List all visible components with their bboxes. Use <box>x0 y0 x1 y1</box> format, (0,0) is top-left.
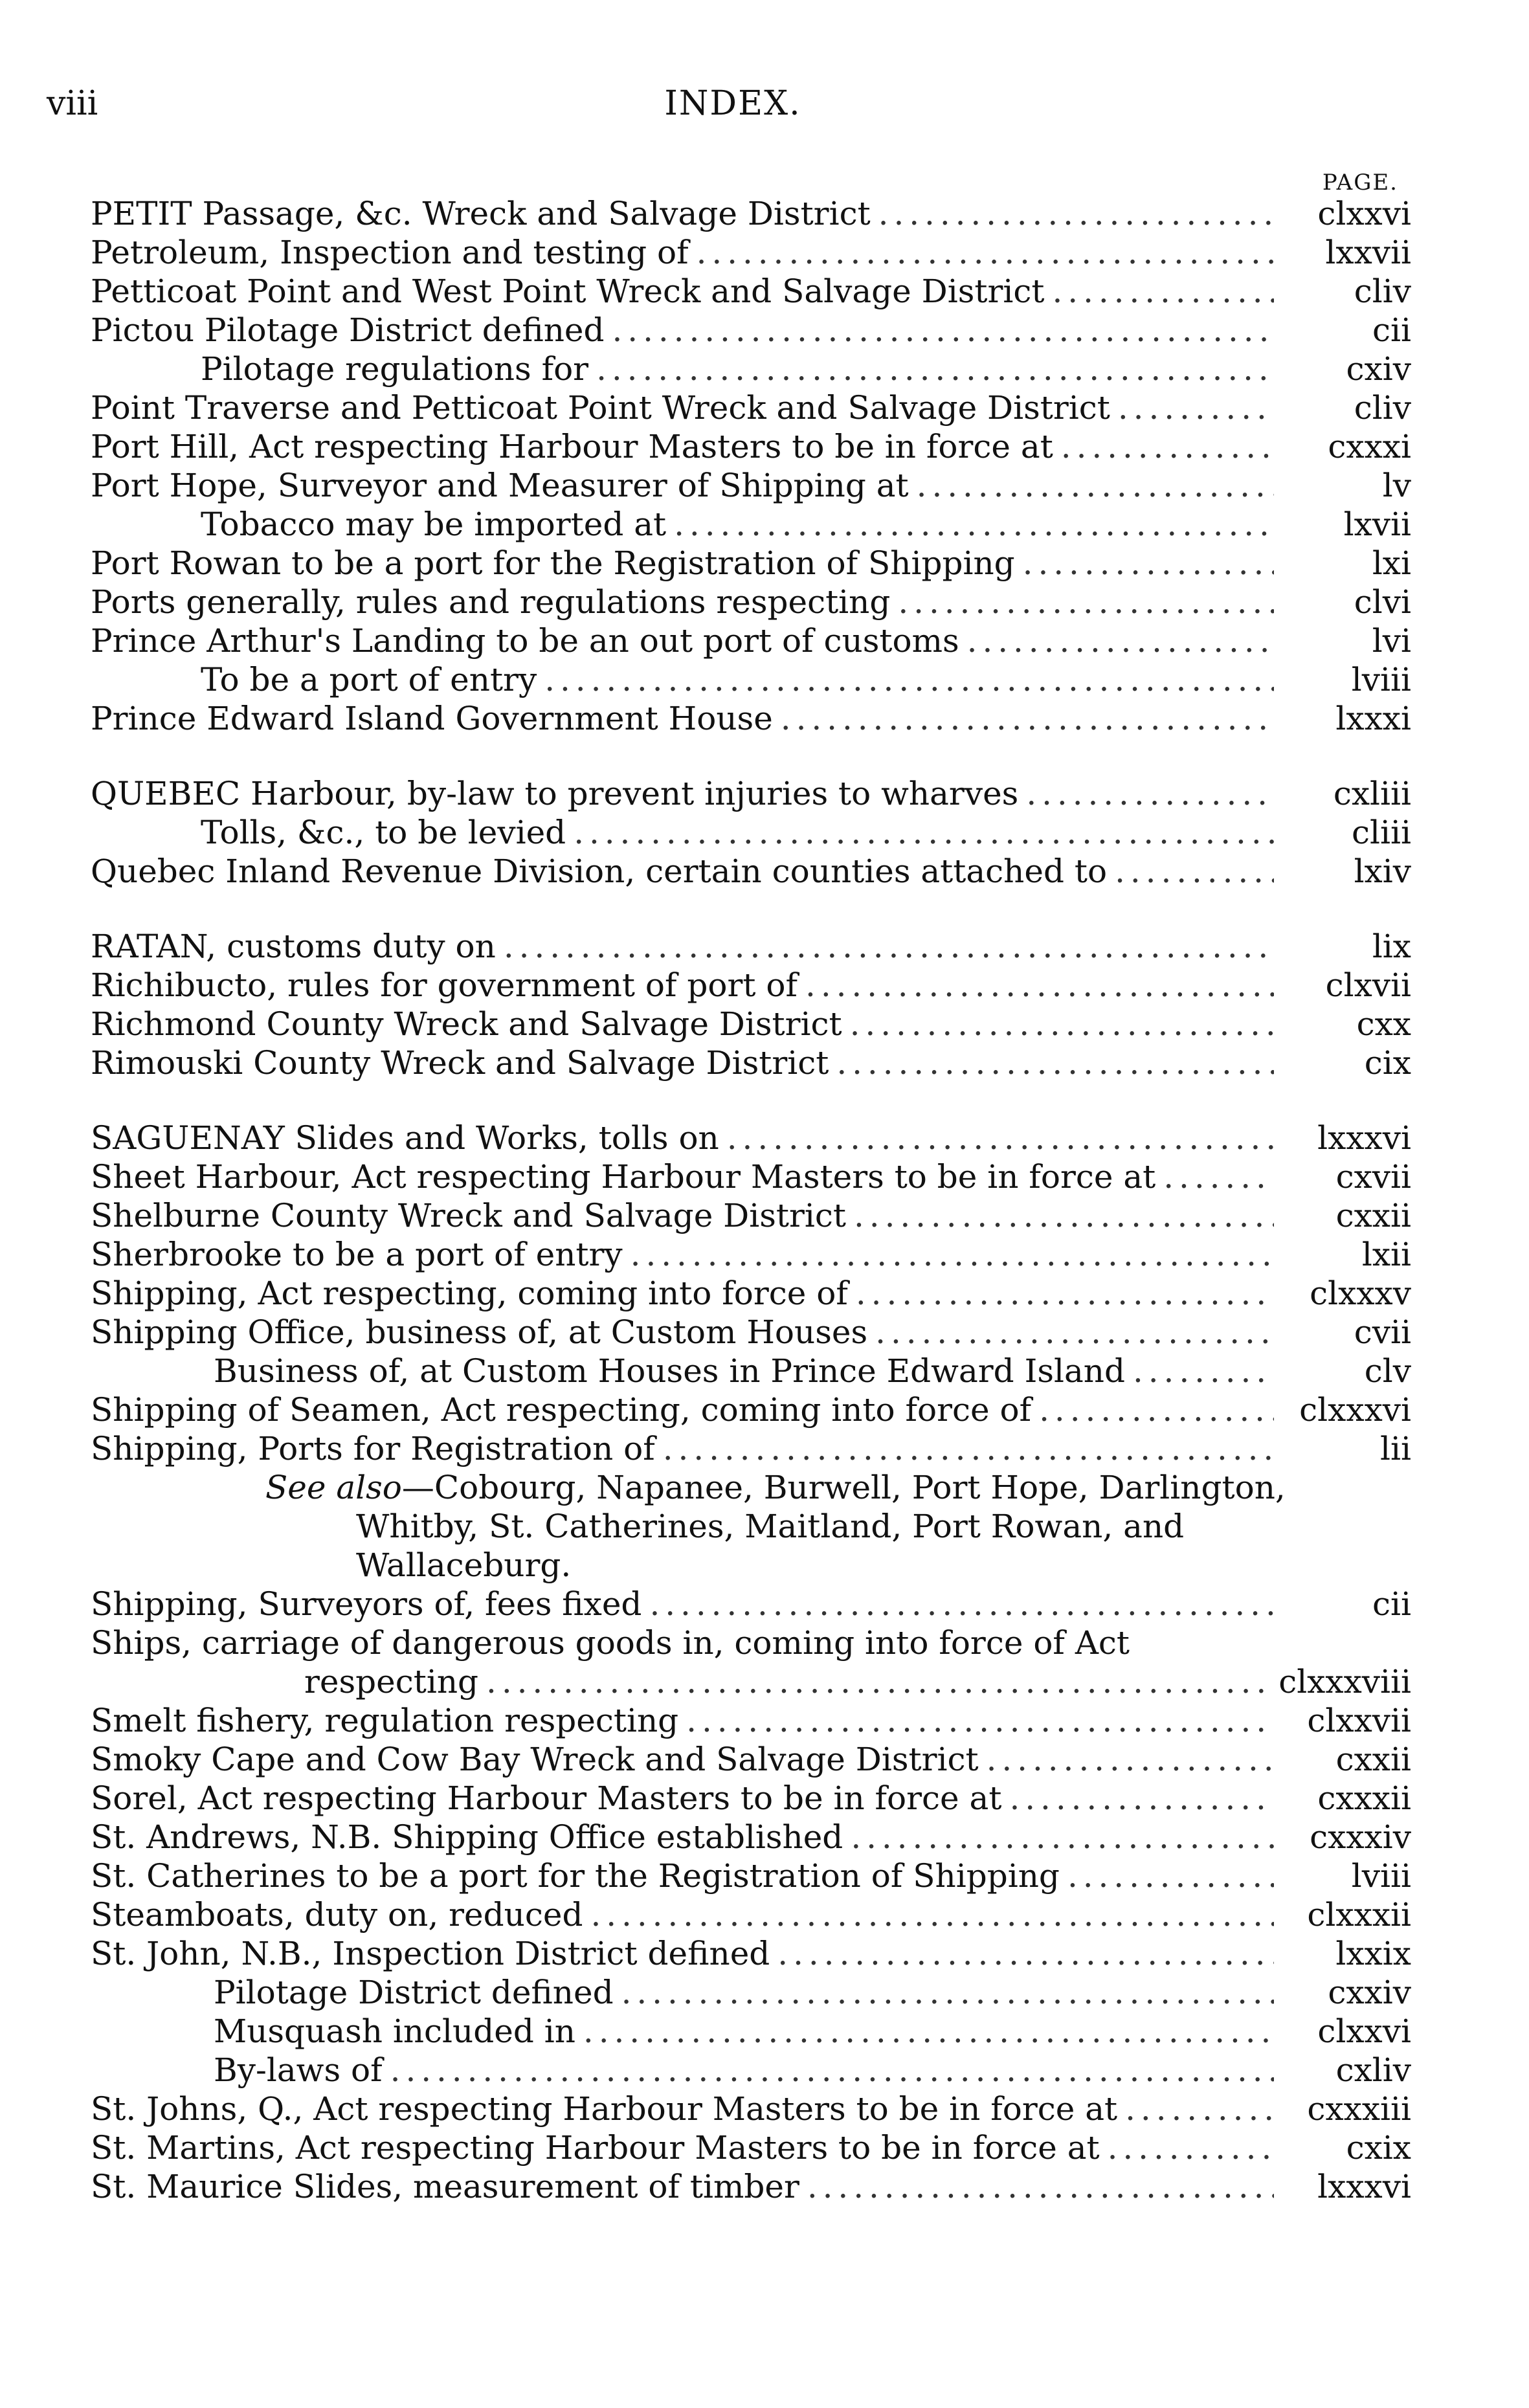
index-entry <box>91 1352 1411 1390</box>
dot-leader <box>967 621 1274 660</box>
index-entry <box>91 1856 1411 1895</box>
page-header <box>47 84 1419 136</box>
dot-leader <box>621 1973 1274 2012</box>
index-entry <box>91 583 1411 621</box>
index-entries <box>91 194 1411 2206</box>
dot-leader <box>1009 1779 1274 1818</box>
dot-leader <box>987 1740 1274 1779</box>
dot-leader <box>631 1235 1274 1274</box>
entry-text: Smelt fishery, regulation respecting <box>91 1702 679 1739</box>
dot-leader <box>1115 852 1274 891</box>
entry-page: lix <box>1372 928 1411 965</box>
entry-text: Richibucto, rules for government of port of <box>91 966 798 1004</box>
entry-page: cxxxi <box>1328 428 1411 465</box>
see-also-line: Wallaceburg. <box>356 1546 572 1584</box>
entry-text: Musquash included in <box>214 2012 575 2050</box>
index-entry <box>91 1313 1411 1352</box>
entry-text: Pilotage regulations for <box>201 350 589 388</box>
index-entry <box>91 1585 1411 1623</box>
dot-leader <box>596 350 1274 388</box>
entry-text: Ports generally, rules and regulations respecting <box>91 583 891 621</box>
entry-page: cii <box>1372 311 1411 349</box>
dot-leader <box>1108 2128 1274 2167</box>
index-entry <box>91 813 1411 852</box>
section-gap <box>91 1082 1411 1119</box>
dot-leader <box>727 1119 1274 1157</box>
index-entry <box>91 1005 1411 1043</box>
entry-text: St. Johns, Q., Act respecting Harbour Masters to be in force at <box>91 2090 1118 2128</box>
index-entry <box>91 1235 1411 1274</box>
entry-page: lxxix <box>1335 1935 1411 1972</box>
entry-page: cxxii <box>1335 1741 1411 1778</box>
index-entry <box>91 2128 1411 2167</box>
entry-page: clxxxviii <box>1278 1663 1411 1700</box>
dot-leader <box>850 1005 1274 1043</box>
see-also-line: —Cobourg, Napanee, Burwell, Port Hope, Darlington, <box>401 1469 1286 1506</box>
entry-page: lxxxvi <box>1317 1119 1411 1157</box>
entry-text: Petroleum, Inspection and testing of <box>91 234 689 271</box>
index-entry <box>91 1701 1411 1740</box>
index-entry <box>91 427 1411 466</box>
entry-text: Shipping, Ports for Registration of <box>91 1430 655 1467</box>
index-entry <box>91 544 1411 583</box>
index-entry <box>91 1429 1411 1468</box>
entry-text: Business of, at Custom Houses in Prince Edward Island <box>214 1352 1125 1390</box>
entry-page: cvii <box>1354 1313 1411 1351</box>
entry-text: PETIT Passage, &c. Wreck and Salvage District <box>91 195 871 232</box>
dot-leader <box>390 2051 1274 2090</box>
see-also-line: Whitby, St. Catherines, Maitland, Port Rowan, and <box>356 1508 1185 1545</box>
index-entry <box>91 1973 1411 2012</box>
see-also-label: See also <box>265 1469 402 1506</box>
index-entry-wrapped <box>91 1623 1411 1701</box>
entry-text: Pilotage District defined <box>214 1974 614 2011</box>
entry-page: clxvii <box>1325 966 1411 1004</box>
index-entry <box>91 621 1411 660</box>
entry-text: Prince Arthur's Landing to be an out port of customs <box>91 622 959 660</box>
index-entry <box>91 1662 1411 1701</box>
entry-text: Port Rowan to be a port for the Registration of Shipping <box>91 544 1015 582</box>
entry-page: cliv <box>1354 273 1411 310</box>
dot-leader <box>649 1585 1274 1623</box>
index-entry <box>91 466 1411 505</box>
index-entry <box>91 1818 1411 1856</box>
entry-page: lxiv <box>1354 853 1411 890</box>
section-gap <box>91 738 1411 774</box>
index-entry <box>91 233 1411 272</box>
page-number: viii <box>47 84 98 123</box>
index-entry <box>91 2051 1411 2090</box>
entry-page: lviii <box>1351 661 1411 698</box>
index-entry <box>91 1196 1411 1235</box>
entry-page: clv <box>1364 1352 1411 1390</box>
entry-page: cxvii <box>1335 1158 1411 1196</box>
dot-leader <box>1026 774 1274 813</box>
dot-leader <box>663 1429 1274 1468</box>
dot-leader <box>574 813 1274 852</box>
entry-text: Richmond County Wreck and Salvage District <box>91 1005 842 1043</box>
entry-text: Sheet Harbour, Act respecting Harbour Masters to be in force at <box>91 1158 1156 1196</box>
dot-leader <box>612 311 1274 350</box>
dot-leader <box>854 1196 1274 1235</box>
dot-leader <box>875 1313 1274 1352</box>
entry-page: clxxvi <box>1317 2012 1411 2050</box>
entry-page: lviii <box>1351 1857 1411 1895</box>
entry-text: Tolls, &c., to be levied <box>201 814 566 851</box>
entry-page: cxliv <box>1335 2051 1411 2089</box>
index-entry <box>91 966 1411 1005</box>
dot-leader <box>1023 544 1274 583</box>
index-entry <box>91 505 1411 544</box>
dot-leader <box>1163 1157 1274 1196</box>
dot-leader <box>544 660 1274 699</box>
entry-page: clxxvi <box>1317 195 1411 232</box>
entry-text: QUEBEC Harbour, by-law to prevent injuries to wharves <box>91 775 1019 812</box>
index-entry <box>91 1119 1411 1157</box>
dot-leader <box>807 2167 1274 2206</box>
entry-text: Port Hope, Surveyor and Measurer of Shipping at <box>91 467 909 504</box>
index-entry <box>91 1390 1411 1429</box>
entry-page: lvi <box>1372 622 1411 660</box>
index-entry <box>91 2012 1411 2051</box>
entry-page: lxxxi <box>1335 700 1411 737</box>
entry-page: lxii <box>1361 1236 1411 1273</box>
entry-text: SAGUENAY Slides and Works, tolls on <box>91 1119 719 1157</box>
entry-text: Shipping, Surveyors of, fees fixed <box>91 1585 642 1623</box>
entry-text: St. Andrews, N.B. Shipping Office established <box>91 1818 843 1856</box>
entry-text: Port Hill, Act respecting Harbour Masters to be in force at <box>91 428 1053 465</box>
entry-page: cxxxiii <box>1307 2090 1411 2128</box>
entry-page: lii <box>1380 1430 1411 1467</box>
index-entry <box>91 194 1411 233</box>
entry-text: Prince Edward Island Government House <box>91 700 773 737</box>
index-entry <box>91 1895 1411 1934</box>
index-entry <box>91 350 1411 388</box>
entry-page: cxx <box>1356 1005 1411 1043</box>
entry-text: Petticoat Point and West Point Wreck and Salvage District <box>91 273 1045 310</box>
index-entry <box>91 1157 1411 1196</box>
entry-page: lxvii <box>1343 506 1411 543</box>
index-entry <box>91 927 1411 966</box>
entry-page: cii <box>1372 1585 1411 1623</box>
running-title: INDEX. <box>664 84 801 123</box>
index-entry <box>91 660 1411 699</box>
index-entry <box>91 1740 1411 1779</box>
entry-text: respecting <box>304 1663 479 1700</box>
entry-text: Smoky Cape and Cow Bay Wreck and Salvage District <box>91 1741 979 1778</box>
entry-text: Ships, carriage of dangerous goods in, coming into force of Act <box>91 1624 1130 1662</box>
dot-leader <box>777 1934 1274 1973</box>
dot-leader <box>856 1274 1274 1313</box>
entry-text: St. Catherines to be a port for the Registration of Shipping <box>91 1857 1060 1895</box>
entry-page: lxxvii <box>1325 234 1411 271</box>
index-entry <box>91 1934 1411 1973</box>
entry-page: lxxxvi <box>1317 2168 1411 2205</box>
entry-text: Shipping Office, business of, at Custom Houses <box>91 1313 868 1351</box>
index-entry <box>91 1274 1411 1313</box>
index-entry <box>91 388 1411 427</box>
index-entry <box>91 1043 1411 1082</box>
entry-page: cxiv <box>1346 350 1411 388</box>
entry-text: Sherbrooke to be a port of entry <box>91 1236 623 1273</box>
page-column-heading: PAGE. <box>1322 170 1398 195</box>
dot-leader <box>898 583 1274 621</box>
entry-text: Pictou Pilotage District defined <box>91 311 605 349</box>
see-also-note <box>91 1468 1334 1585</box>
entry-text: Shipping, Act respecting, coming into force of <box>91 1275 848 1312</box>
index-entry <box>91 699 1411 738</box>
dot-leader <box>504 927 1274 966</box>
entry-text: St. John, N.B., Inspection District defined <box>91 1935 770 1972</box>
dot-leader <box>697 233 1274 272</box>
entry-text: RATAN, customs duty on <box>91 928 496 965</box>
entry-text: Sorel, Act respecting Harbour Masters to be in force at <box>91 1779 1002 1817</box>
entry-page: cxxii <box>1335 1197 1411 1234</box>
dot-leader <box>851 1818 1274 1856</box>
entry-page: lxi <box>1372 544 1411 582</box>
dot-leader <box>686 1701 1274 1740</box>
dot-leader <box>878 194 1274 233</box>
dot-leader <box>1061 427 1274 466</box>
entry-text: Tobacco may be imported at <box>201 506 667 543</box>
dot-leader <box>583 2012 1274 2051</box>
dot-leader <box>805 966 1274 1005</box>
entry-text: Quebec Inland Revenue Division, certain counties attached to <box>91 853 1108 890</box>
index-entry <box>91 1779 1411 1818</box>
dot-leader <box>1039 1390 1274 1429</box>
entry-page: cliv <box>1354 389 1411 427</box>
dot-leader <box>917 466 1274 505</box>
entry-page: clxxvii <box>1307 1702 1411 1739</box>
index-entry <box>91 311 1411 350</box>
dot-leader <box>836 1043 1274 1082</box>
entry-text: By-laws of <box>214 2051 383 2089</box>
entry-text: Shipping of Seamen, Act respecting, coming into force of <box>91 1391 1032 1429</box>
entry-page: cxxxiv <box>1310 1818 1411 1856</box>
dot-leader <box>1067 1856 1274 1895</box>
entry-text: St. Maurice Slides, measurement of timber <box>91 2168 799 2205</box>
dot-leader <box>1133 1352 1274 1390</box>
dot-leader <box>486 1662 1271 1701</box>
entry-page: cxxxii <box>1317 1779 1411 1817</box>
dot-leader <box>674 505 1274 544</box>
entry-page: cxix <box>1346 2129 1411 2167</box>
entry-text: Steamboats, duty on, reduced <box>91 1896 583 1934</box>
index-entry <box>91 852 1411 891</box>
entry-page: cliii <box>1352 814 1411 851</box>
index-entry <box>91 2167 1411 2206</box>
entry-text: St. Martins, Act respecting Harbour Masters to be in force at <box>91 2129 1100 2167</box>
entry-text: Rimouski County Wreck and Salvage District <box>91 1044 829 1082</box>
dot-leader <box>1125 2090 1274 2128</box>
entry-page: clxxxvi <box>1299 1391 1411 1429</box>
entry-page: cxxiv <box>1328 1974 1411 2011</box>
entry-page: clvi <box>1354 583 1411 621</box>
dot-leader <box>1053 272 1275 311</box>
dot-leader <box>590 1895 1274 1934</box>
index-entry <box>91 2090 1411 2128</box>
entry-page: lv <box>1382 467 1411 504</box>
entry-page: clxxxii <box>1307 1896 1411 1934</box>
entry-page: cix <box>1364 1044 1411 1082</box>
entry-text: Point Traverse and Petticoat Point Wreck and Salvage District <box>91 389 1110 427</box>
section-gap <box>91 891 1411 927</box>
index-entry <box>91 272 1411 311</box>
entry-page: clxxxv <box>1310 1275 1411 1312</box>
entry-text: Shelburne County Wreck and Salvage District <box>91 1197 846 1234</box>
dot-leader <box>1118 388 1274 427</box>
entry-page: cxliii <box>1333 775 1411 812</box>
index-entry <box>91 774 1411 813</box>
entry-text: To be a port of entry <box>201 661 537 698</box>
dot-leader <box>781 699 1274 738</box>
